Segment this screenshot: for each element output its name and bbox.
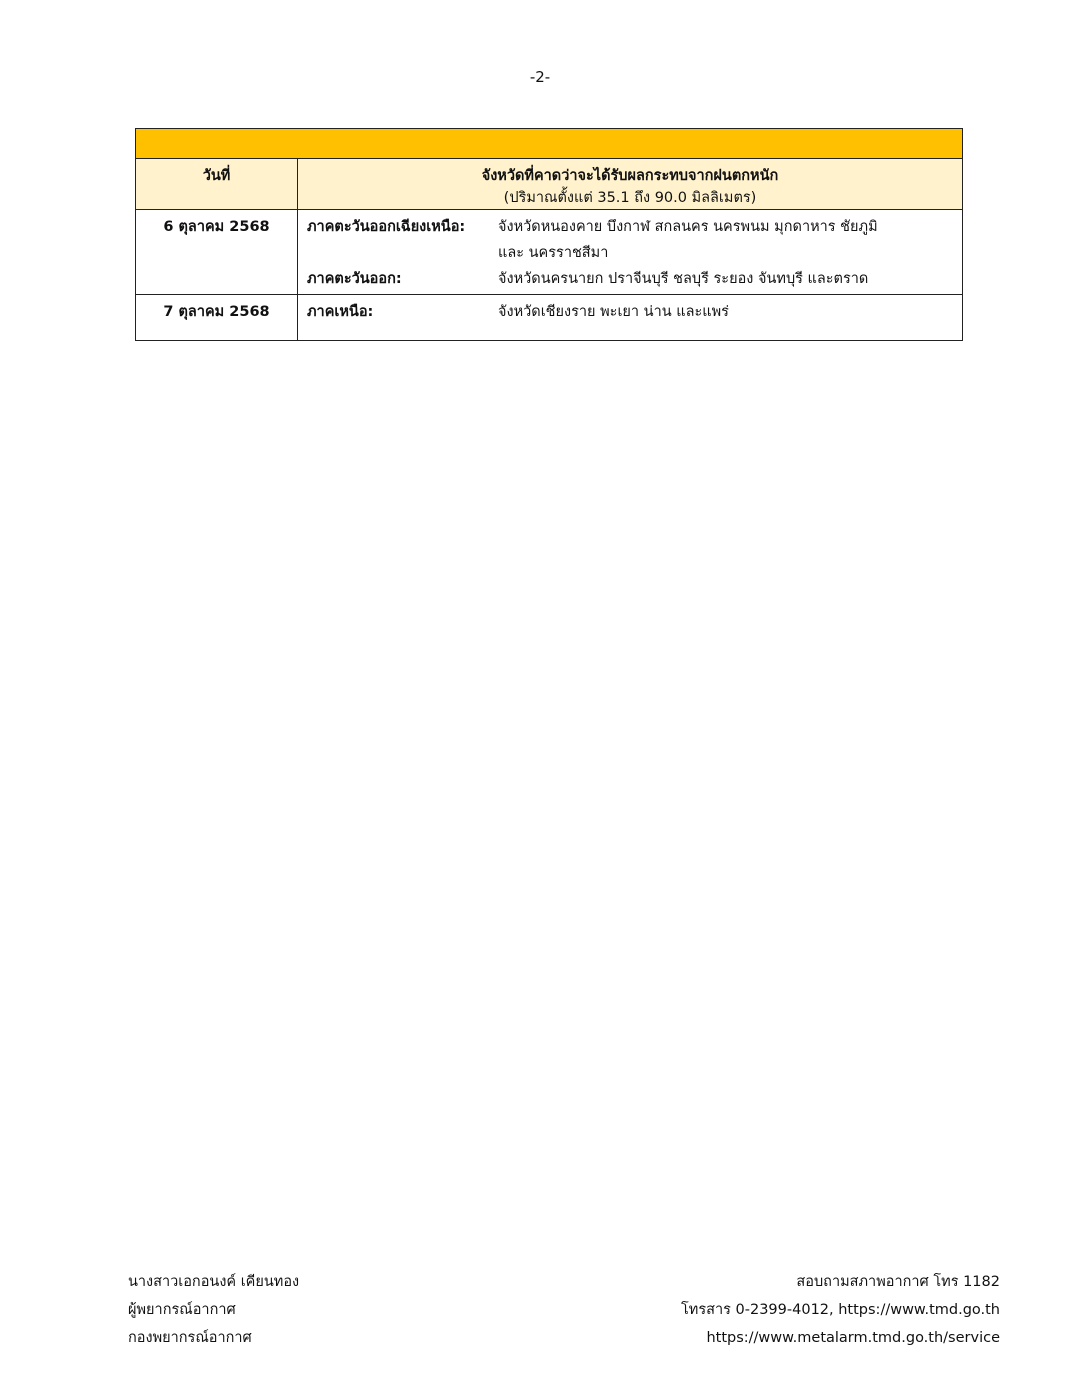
region-block xyxy=(298,299,962,325)
row-regions xyxy=(298,210,963,295)
table-header-row xyxy=(136,159,963,210)
header-provinces xyxy=(298,159,963,210)
table-row xyxy=(136,295,963,341)
rainfall-warning-table xyxy=(135,128,963,341)
row-date: 7 ตุลาคม 2568 xyxy=(136,295,298,341)
region-provinces xyxy=(498,214,962,266)
province-line: จังหวัดเชียงราย พะเยา น่าน และแพร่ xyxy=(498,304,729,320)
contact-info xyxy=(681,1268,1000,1352)
region-block xyxy=(298,214,962,266)
contact-fax-website: โทรสาร 0-2399-4012, https://www.tmd.go.th xyxy=(681,1302,1000,1318)
table-row xyxy=(136,210,963,295)
header-date: วันที่ xyxy=(136,159,298,210)
page-number: -2- xyxy=(529,68,551,86)
province-line: และ นครราชสีมา xyxy=(498,245,609,261)
row-date: 6 ตุลาคม 2568 xyxy=(136,210,298,295)
header-provinces-title: จังหวัดที่คาดว่าจะได้รับผลกระทบจากฝนตกหนัก xyxy=(481,168,779,184)
region-name: ภาคเหนือ: xyxy=(307,304,374,320)
province-line: จังหวัดนครนายก ปราจีนบุรี ชลบุรี ระยอง จันทบุรี และตราด xyxy=(498,271,869,287)
forecaster-signature xyxy=(128,1268,299,1352)
contact-phone: สอบถามสภาพอากาศ โทร 1182 xyxy=(796,1274,1000,1290)
contact-service-url: https://www.metalarm.tmd.go.th/service xyxy=(706,1330,1000,1346)
region-provinces xyxy=(498,266,962,292)
region-name: ภาคตะวันออกเฉียงเหนือ: xyxy=(307,219,466,235)
row-regions xyxy=(298,295,963,341)
region-block xyxy=(298,266,962,292)
table-banner xyxy=(136,129,963,159)
table-banner-cell xyxy=(136,129,963,159)
forecaster-division: กองพยากรณ์อากาศ xyxy=(128,1330,252,1346)
region-provinces xyxy=(498,299,962,325)
forecaster-name: นางสาวเอกอนงค์ เคียนทอง xyxy=(128,1274,300,1290)
province-line: จังหวัดหนองคาย บึงกาฬ สกลนคร นครพนม มุกดาหาร ชัยภูมิ xyxy=(498,219,878,235)
region-name: ภาคตะวันออก: xyxy=(307,271,402,287)
forecaster-title: ผู้พยากรณ์อากาศ xyxy=(128,1302,236,1318)
header-provinces-subtitle: (ปริมาณตั้งแต่ 35.1 ถึง 90.0 มิลลิเมตร) xyxy=(503,190,757,206)
